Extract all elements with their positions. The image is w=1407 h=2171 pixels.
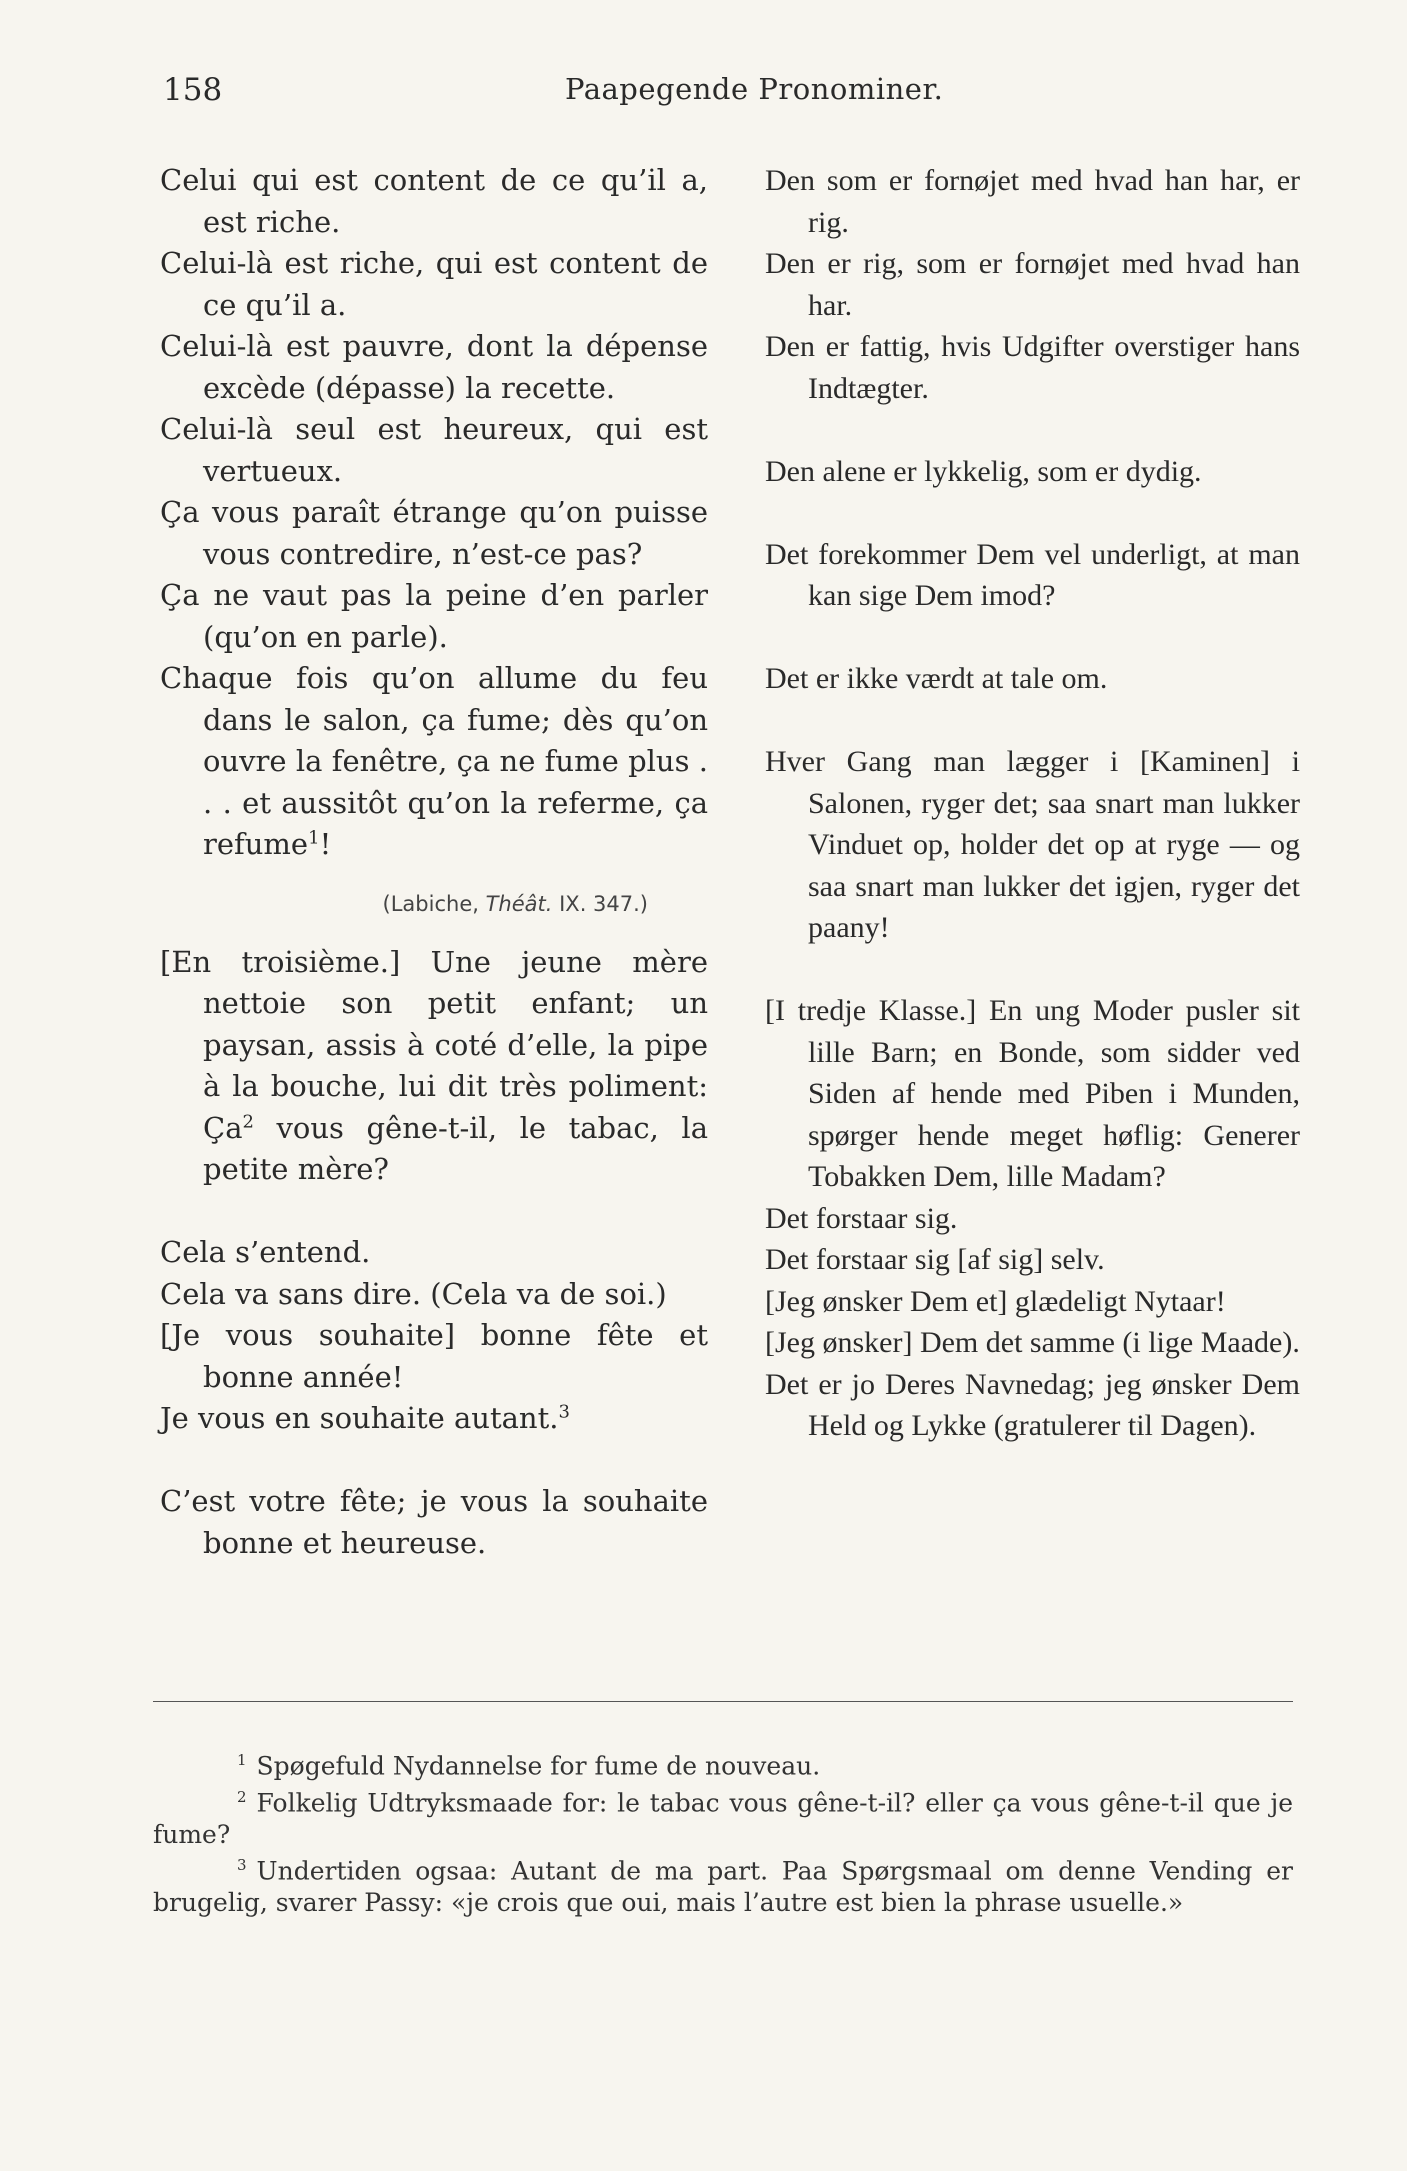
- footnote-ref: 1: [308, 827, 320, 849]
- danish-entry: Det forekommer Dem vel underligt, at man kan sige Dem imod?: [765, 537, 1300, 612]
- entry-text: Chaque fois qu’on allume du feu dans le salon, ça fume; dès qu’on ouvre la fenêtre, ça ne fume plus . . . et aussitôt qu’on la referme, ça refume: [160, 661, 708, 861]
- danish-entry: [Jeg ønsker Dem et] glædeligt Nytaar!: [765, 1284, 1226, 1318]
- footnote-ref: 3: [558, 1401, 570, 1423]
- citation-page: IX. 347.): [552, 891, 648, 916]
- french-entry: Celui-là est pauvre, dont la dépense excède (dépasse) la recette.: [160, 329, 708, 405]
- french-entry: [160, 1398, 708, 1440]
- danish-entry: Det er ikke værdt at tale om.: [765, 662, 1108, 695]
- page-header: [0, 72, 1407, 122]
- citation-work: Théât.: [485, 891, 553, 916]
- danish-entry: Den som er fornøjet med hvad han har, er rig.: [765, 164, 1300, 239]
- french-entry: Celui qui est content de ce qu’il a, est riche.: [160, 163, 708, 239]
- danish-entry: Det forstaar sig.: [765, 1201, 958, 1235]
- citation: [160, 887, 708, 921]
- french-entry: Ça ne vaut pas la peine d’en parler (qu’on en parle).: [160, 578, 708, 654]
- danish-entry: [I tredje Klasse.] En ung Moder pusler sit lille Barn; en Bonde, som sidder ved Siden af hende med Piben i Munden, spørger hende meget høflig: Generer Tobakken Dem, lille Madam?: [765, 994, 1300, 1193]
- french-column: [160, 160, 708, 1564]
- footnote-number: 2: [237, 1787, 247, 1806]
- citation-author: (Labiche,: [382, 891, 486, 916]
- footnote-text: Folkelig Udtryksmaade for: le tabac vous gêne-t-il? eller ça vous gêne-t-il que je fume?: [153, 1788, 1293, 1849]
- danish-entry: Hver Gang man lægger i [Kaminen] i Salonen, ryger det; saa snart man lukker Vinduet op, holder det op at ryge — og saa snart man lukker det igjen, ryger det paany!: [765, 745, 1300, 944]
- footnotes: [153, 1745, 1293, 1918]
- french-entry: Celui-là seul est heureux, qui est vertueux.: [160, 412, 708, 488]
- footnote-number: 1: [237, 1751, 247, 1769]
- french-entry: [160, 658, 708, 866]
- footnote-number: 3: [237, 1856, 247, 1875]
- danish-entry: Den er fattig, hvis Udgifter overstiger hans Indtægter.: [765, 330, 1300, 405]
- footnote: [153, 1850, 1293, 1918]
- danish-entry: [Jeg ønsker] Dem det samme (i lige Maade).: [765, 1326, 1300, 1359]
- danish-entry: Det forstaar sig [af sig] selv.: [765, 1243, 1105, 1276]
- page-number: 158: [163, 72, 223, 108]
- footnote-text: Spøgefuld Nydannelse for fume de nouveau.: [256, 1751, 821, 1781]
- footnote-ref: 2: [242, 1110, 254, 1132]
- footnote-text: Undertiden ogsaa: Autant de ma part. Paa Spørgsmaal om denne Vending er brugelig, svarer Passy: «je crois que oui, mais l’autre est bien la phrase usuelle.»: [153, 1856, 1293, 1917]
- danish-entry: Den alene er lykkelig, som er dydig.: [765, 454, 1202, 488]
- entry-text-tail: vous gêne-t-il, le tabac, la petite mère?: [203, 1110, 708, 1186]
- french-entry: [Je vous souhaite] bonne fête et bonne année!: [160, 1318, 708, 1394]
- entry-text: Je vous en souhaite autant.: [160, 1401, 559, 1435]
- french-entry: [160, 942, 708, 1191]
- french-entry: Cela va sans dire. (Cela va de soi.): [160, 1276, 667, 1311]
- entry-text: [En troisième.] Une jeune mère nettoie son petit enfant; un paysan, assis à coté d’elle, la pipe à la bouche, lui dit très poliment: Ça: [160, 944, 708, 1145]
- footnote: [153, 1745, 1293, 1782]
- footnote-divider: [153, 1701, 1293, 1702]
- french-entry: Celui-là est riche, qui est content de ce qu’il a.: [160, 246, 708, 322]
- running-title: Paapegende Pronominer.: [565, 72, 944, 106]
- danish-entry: Det er jo Deres Navnedag; jeg ønsker Dem Held og Lykke (gratulerer til Dagen).: [765, 1367, 1300, 1442]
- entry-text-tail: !: [319, 827, 332, 861]
- footnote: [153, 1782, 1293, 1850]
- danish-column: [765, 160, 1300, 1447]
- french-entry: Cela s’entend.: [160, 1235, 371, 1269]
- danish-entry: Den er rig, som er fornøjet med hvad han har.: [765, 247, 1300, 322]
- french-entry: C’est votre fête; je vous la souhaite bonne et heureuse.: [160, 1484, 708, 1560]
- french-entry: Ça vous paraît étrange qu’on puisse vous contredire, n’est-ce pas?: [160, 495, 708, 571]
